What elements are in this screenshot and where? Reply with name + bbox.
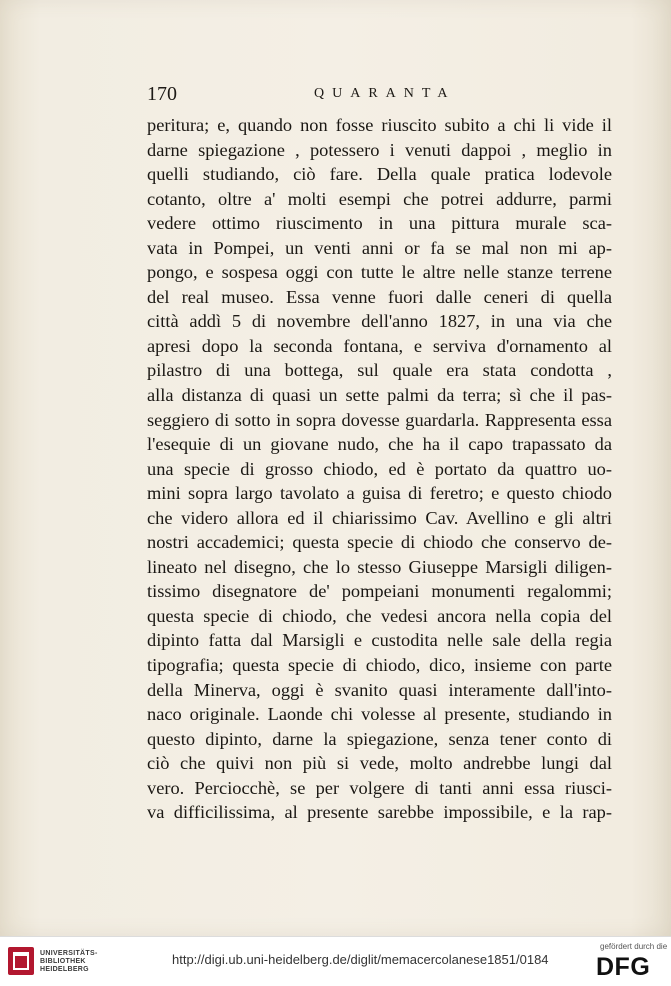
text-line: vero. Perciocchè, se per volgere di tanti anni essa riusci- bbox=[147, 777, 612, 798]
text-line: della Minerva, oggi è svanito quasi interamente dall'into- bbox=[147, 679, 612, 700]
text-line: va difficilissima, al presente sarebbe impossibile, e la rap- bbox=[147, 802, 612, 823]
text-line: lineato nel disegno, che lo stesso Giuseppe Marsigli diligen- bbox=[147, 556, 612, 577]
dfg-logo[interactable]: DFG bbox=[596, 953, 651, 981]
text-line: darne spiegazione , potessero i venuti dappoi , meglio in bbox=[147, 139, 612, 160]
text-line: dipinto fatta dal Marsigli e custodita nelle sale della regia bbox=[147, 630, 612, 651]
library-name[interactable] bbox=[40, 950, 98, 974]
text-line: questo dipinto, darne la spiegazione, senza tener conto di bbox=[147, 728, 612, 749]
text-line: che videro allora ed il chiarissimo Cav. Avellino e gli altri bbox=[147, 507, 612, 528]
page-header bbox=[147, 82, 612, 106]
text-line: cotanto, oltre a' molti esempi che potrei addurre, parmi bbox=[147, 188, 612, 209]
body-text bbox=[147, 113, 612, 825]
text-line: l'esequie di un giovane nudo, che ha il capo trapassato da bbox=[147, 434, 612, 455]
text-line: città addì 5 di novembre dell'anno 1827, in una via che bbox=[147, 311, 612, 332]
funding-label: gefördert durch die bbox=[600, 942, 668, 951]
text-line: nostri accademici; questa specie di chiodo che conservo de- bbox=[147, 532, 612, 553]
text-line: seggiero di sotto in sopra dovesse guardarla. Rappresenta essa bbox=[147, 409, 612, 430]
text-line: ciò che quivi non più si vede, molto andrebbe lungi dal bbox=[147, 753, 612, 774]
library-name-line: UNIVERSITÄTS- bbox=[40, 950, 98, 957]
text-line: alla distanza di quasi un sette palmi da terra; sì che il pas- bbox=[147, 385, 612, 406]
page-number: 170 bbox=[147, 83, 177, 105]
text-line: tipografia; questa specie di chiodo, dico, insieme con parte bbox=[147, 655, 612, 676]
text-line: naco originale. Laonde chi volesse al presente, studiando in bbox=[147, 704, 612, 725]
library-name-line: BIBLIOTHEK bbox=[40, 958, 86, 965]
library-logo-icon[interactable] bbox=[8, 947, 34, 975]
text-line: apresi dopo la seconda fontana, e serviva d'ornamento al bbox=[147, 335, 612, 356]
text-line: mini sopra largo tavolato a guisa di feretro; e questo chiodo bbox=[147, 483, 612, 504]
text-line: tissimo disegnatore de' pompeiani monumenti regalommi; bbox=[147, 581, 612, 602]
text-line: peritura; e, quando non fosse riuscito subito a chi li vide il bbox=[147, 115, 612, 135]
text-line: questa specie di chiodo, che vedesi ancora nella copia del bbox=[147, 605, 612, 626]
text-line: vedere ottimo riuscimento in una pittura murale sca- bbox=[147, 213, 612, 234]
logo-mark-icon bbox=[13, 952, 29, 970]
text-line: pongo, e sospesa oggi con tutte le altre nelle stanze terrene bbox=[147, 262, 612, 283]
viewer-footer bbox=[0, 936, 671, 986]
running-title: QUARANTA bbox=[314, 86, 456, 101]
text-line: pilastro di una bottega, sul quale era stata condotta , bbox=[147, 360, 612, 381]
text-line: vata in Pompei, un venti anni or fa se mal non mi ap- bbox=[147, 237, 612, 258]
library-name-line: HEIDELBERG bbox=[40, 966, 89, 973]
text-line: una specie di grosso chiodo, ed è portato da quattro uo- bbox=[147, 458, 612, 479]
permalink-url[interactable]: http://digi.ub.uni-heidelberg.de/diglit/memacercolanese1851/0184 bbox=[172, 952, 549, 967]
text-line: del real museo. Essa venne fuori dalle ceneri di quella bbox=[147, 286, 612, 307]
text-line: quelli studiando, ciò fare. Della quale pratica lodevole bbox=[147, 164, 612, 185]
